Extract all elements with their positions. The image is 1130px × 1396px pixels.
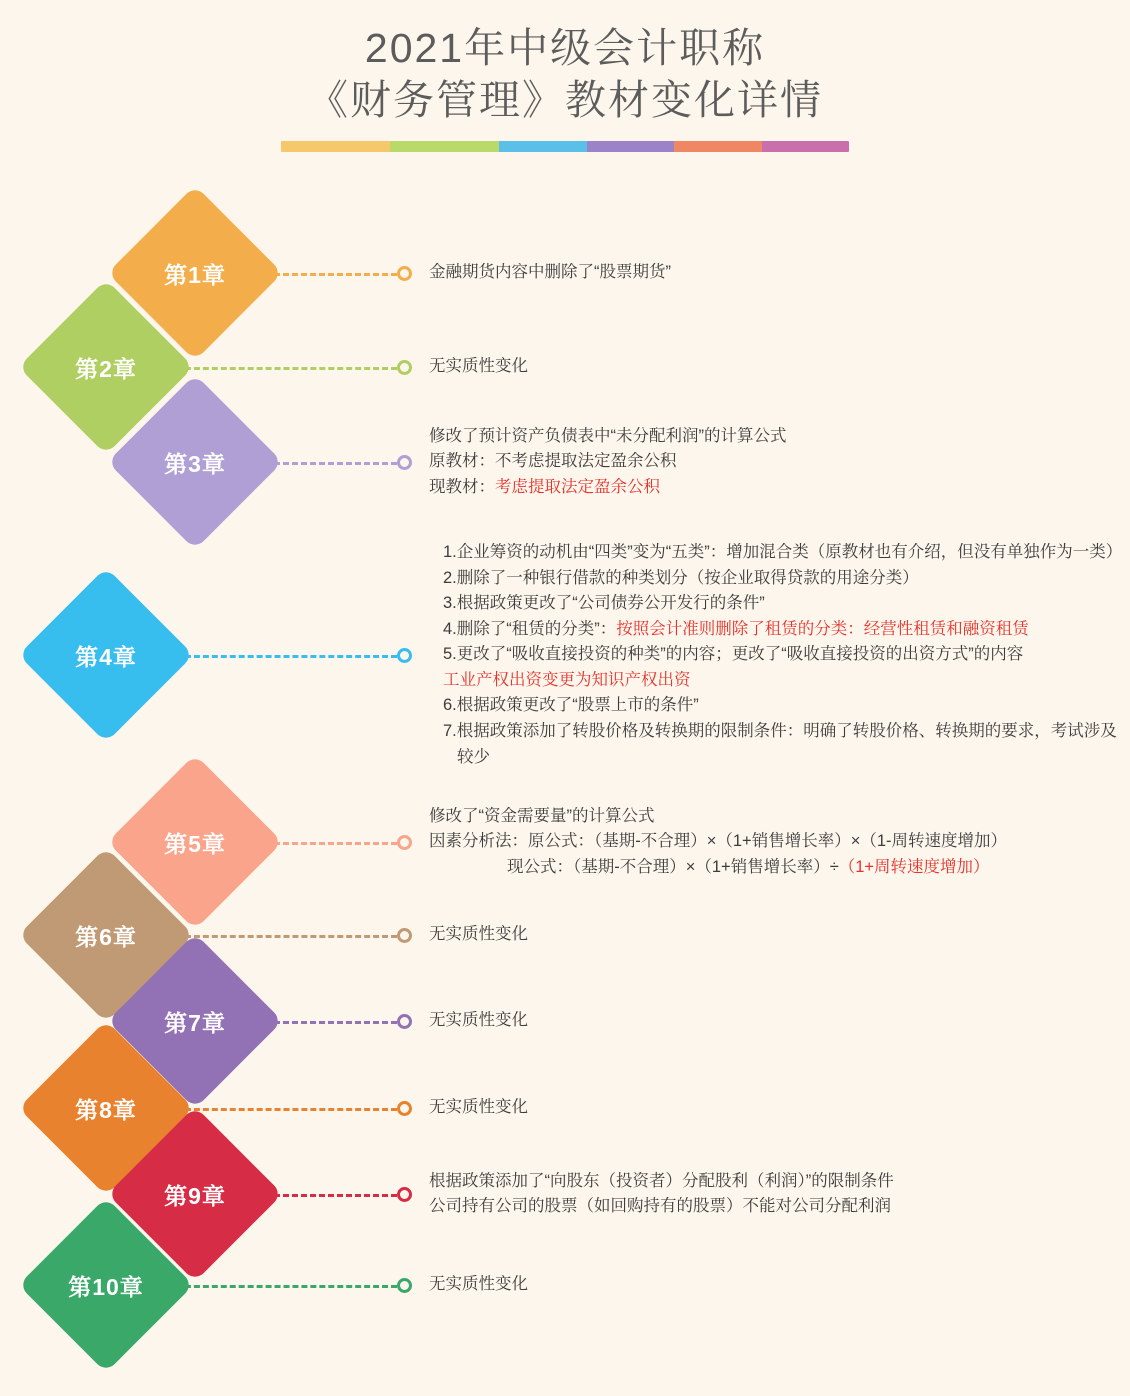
node-circle bbox=[397, 455, 412, 470]
chapter-label: 第1章 bbox=[164, 261, 226, 288]
underline-segment bbox=[390, 141, 499, 152]
description-line bbox=[429, 668, 1130, 694]
description-line: 3.根据政策更改了“公司债券公开发行的条件” bbox=[443, 594, 765, 613]
page-title-line-2: 《财务管理》教材变化详情 bbox=[307, 77, 823, 124]
connector-line bbox=[265, 842, 397, 845]
node-circle bbox=[397, 648, 412, 663]
description-line: 现公式：（基期-不合理）×（1+销售增长率）÷（1+周转速度增加） bbox=[507, 857, 990, 876]
description-line: 无实质性变化 bbox=[429, 1011, 528, 1029]
chapter-description bbox=[429, 1272, 528, 1298]
node-circle bbox=[397, 1014, 412, 1029]
chapter-label: 第3章 bbox=[164, 450, 226, 477]
description-line: 2.删除了一种银行借款的种类划分（按企业取得贷款的用途分类） bbox=[443, 568, 919, 587]
description-line: 1.企业筹资的动机由“四类”变为“五类”：增加混合类（原教材也有介绍，但没有单独作为一类） bbox=[443, 543, 1123, 561]
title-underline-bar bbox=[281, 141, 849, 152]
underline-segment bbox=[587, 141, 674, 152]
chapter-description bbox=[429, 804, 1007, 881]
chapter-description bbox=[429, 540, 1130, 770]
underline-segment bbox=[674, 141, 761, 152]
chapter-description bbox=[429, 1008, 528, 1034]
description-line: 4.删除了“租赁的分类”：按照会计准则删除了租赁的分类：经营性租赁和融资租赁 bbox=[443, 619, 1029, 638]
chapter-label: 第5章 bbox=[164, 830, 226, 857]
chapter-label: 第6章 bbox=[75, 923, 137, 950]
description-highlight: 按照会计准则删除了租赁的分类：经营性租赁和融资租赁 bbox=[616, 619, 1029, 638]
description-line: 现教材：考虑提取法定盈余公积 bbox=[429, 477, 660, 496]
description-line: 公司持有公司的股票（如回购持有的股票）不能对公司分配利润 bbox=[429, 1197, 891, 1216]
chapter-label: 第2章 bbox=[75, 355, 137, 382]
chapter-label: 第10章 bbox=[68, 1273, 144, 1300]
connector-line bbox=[265, 1194, 397, 1197]
description-line: 无实质性变化 bbox=[429, 925, 528, 943]
connector-line bbox=[176, 367, 397, 370]
description-line: 无实质性变化 bbox=[429, 1275, 528, 1293]
chapter-description bbox=[429, 1169, 894, 1220]
description-line: 修改了“资金需要量”的计算公式 bbox=[429, 806, 655, 825]
description-line: 修改了预计资产负债表中“未分配利润”的计算公式 bbox=[429, 426, 787, 445]
chapter-label: 第9章 bbox=[164, 1182, 226, 1209]
connector-line bbox=[176, 655, 397, 658]
chapter-description bbox=[429, 354, 528, 380]
node-circle bbox=[397, 1101, 412, 1116]
description-line: 根据政策添加了“向股东（投资者）分配股利（利润）”的限制条件 bbox=[429, 1171, 894, 1190]
description-line: 原教材：不考虑提取法定盈余公积 bbox=[429, 452, 677, 471]
description-line: 因素分析法：原公式：（基期-不合理）×（1+销售增长率）×（1-周转速度增加） bbox=[429, 832, 1007, 851]
connector-line bbox=[176, 935, 397, 938]
page-title-line-1: 2021年中级会计职称 bbox=[364, 25, 766, 71]
description-highlight: 考虑提取法定盈余公积 bbox=[495, 477, 660, 496]
connector-line bbox=[265, 462, 397, 465]
node-circle bbox=[397, 266, 412, 281]
node-circle bbox=[397, 928, 412, 943]
description-line: 无实质性变化 bbox=[429, 1098, 528, 1116]
chapter-description bbox=[429, 260, 671, 286]
node-circle bbox=[397, 360, 412, 375]
connector-line bbox=[176, 1108, 397, 1111]
description-highlight: （1+周转速度增加） bbox=[838, 857, 990, 876]
node-circle bbox=[397, 1187, 412, 1202]
chapter-description bbox=[429, 1095, 528, 1121]
chapter-label: 第7章 bbox=[164, 1009, 226, 1036]
chapter-label: 第8章 bbox=[75, 1096, 137, 1123]
connector-line bbox=[176, 1285, 397, 1288]
node-circle bbox=[397, 1278, 412, 1293]
description-highlight: 工业产权出资变更为知识产权出资 bbox=[443, 670, 691, 689]
underline-segment bbox=[281, 141, 390, 152]
connector-line bbox=[265, 273, 397, 276]
chapter-description bbox=[429, 922, 528, 948]
chapter-label: 第4章 bbox=[75, 643, 137, 670]
description-line: 金融期货内容中删除了“股票期货” bbox=[429, 263, 671, 281]
chapter-diamond bbox=[18, 567, 193, 742]
description-line: 5.更改了“吸收直接投资的种类”的内容；更改了“吸收直接投资的出资方式”的内容 bbox=[443, 645, 1024, 664]
underline-segment bbox=[499, 141, 586, 152]
description-line: 无实质性变化 bbox=[429, 357, 528, 375]
description-line: 6.根据政策更改了“股票上市的条件” bbox=[443, 696, 699, 715]
underline-segment bbox=[762, 141, 849, 152]
description-line: 7.根据政策添加了转股价格及转换期的限制条件：明确了转股价格、转换期的要求，考试涉及较少 bbox=[443, 721, 1117, 766]
title-block bbox=[0, 0, 1130, 152]
node-circle bbox=[397, 835, 412, 850]
connector-line bbox=[265, 1021, 397, 1024]
chapter-description bbox=[429, 424, 787, 501]
